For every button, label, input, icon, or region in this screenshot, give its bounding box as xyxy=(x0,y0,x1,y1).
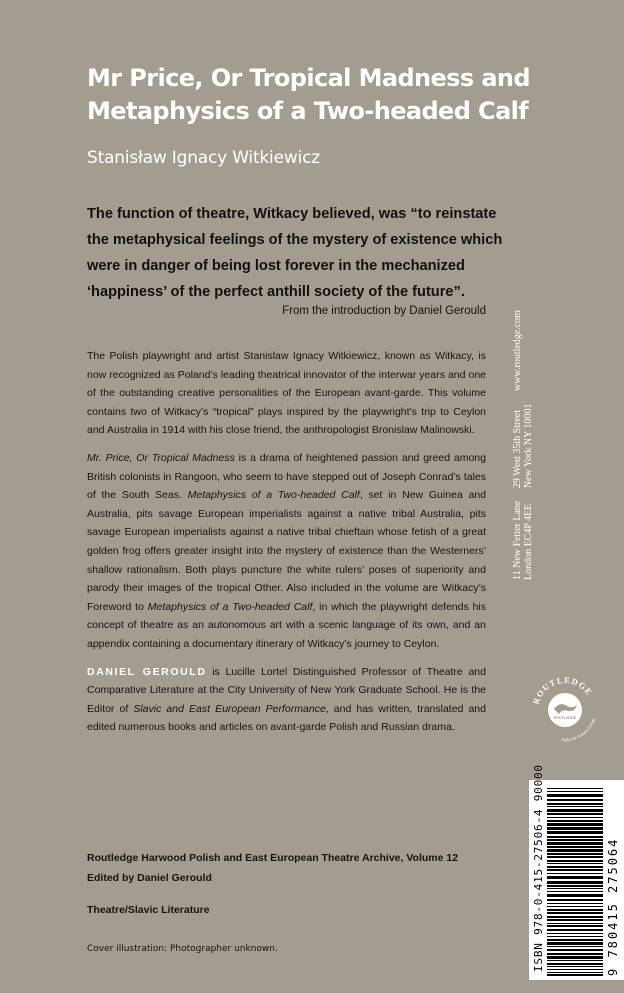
quote-attribution: From the introduction by Daniel Gerould xyxy=(282,305,486,317)
blurb-text: , in which the playwright defends his concept of theatre as an autonomous art with a scenic language of its own, and an appendix containing a documentary itinerary of Witkacy’s journey to Ceylon. xyxy=(87,600,486,650)
barcode-bar xyxy=(547,846,603,848)
barcode-bar xyxy=(547,929,603,931)
barcode-bar xyxy=(547,885,603,887)
barcode-bar xyxy=(547,869,603,871)
barcode-bar xyxy=(547,791,603,792)
barcode-bar xyxy=(547,956,603,959)
barcode-bar xyxy=(547,923,603,924)
bio-text: , and has written, translated and edited numerous books and articles on avant-garde Polish and Russian drama. xyxy=(87,702,486,734)
blurb-text: , set in New Guinea and Australia, pits savage European imperialists against a native tribal Australia, pits savage European imperialists against a native tribal chieftain whose fetish of a great golden frog offers greater insight into the mystery of existence than the Westerners’ shallow rationalism. Both plays puncture the white rulers’ poses of superiority and parody their images of the tropical Other. Also included in the volume are Witkacy’s Foreword to xyxy=(87,489,487,613)
barcode-bar xyxy=(547,972,603,973)
logo-sub-textpath: Taylor & Francis Group xyxy=(560,717,596,743)
ean-number: 9 780415 275064 xyxy=(606,837,620,976)
address-line: 29 West 35th Street xyxy=(512,410,523,489)
barcode-bar xyxy=(547,842,603,845)
barcode-bar xyxy=(547,817,603,818)
barcode-bar xyxy=(547,881,603,884)
barcode-bar xyxy=(547,953,603,955)
barcode-bar xyxy=(547,936,603,937)
barcode-bar xyxy=(547,969,603,970)
barcode-bar xyxy=(547,849,603,852)
barcode-bar xyxy=(547,876,603,879)
barcode-bar xyxy=(547,799,603,801)
subject-category: Theatre/Slavic Literature xyxy=(87,904,210,916)
barcode-bar xyxy=(547,899,603,901)
series-info xyxy=(87,848,458,888)
barcode-bar xyxy=(547,853,603,855)
publisher-address xyxy=(512,310,592,580)
editor-name: DANIEL GEROULD xyxy=(87,665,207,678)
bio-text: is Lucille Lortel Distinguished Professor of Theatre and Comparative Literature at the City University of New York Graduate School. He is the Editor of xyxy=(87,665,486,715)
barcode-bar xyxy=(547,809,603,812)
barcode-bar xyxy=(547,813,603,815)
title-line-2: Metaphysics of a Two-headed Calf xyxy=(87,97,529,125)
italic-title: Mr. Price, Or Tropical Madness xyxy=(87,451,235,464)
address-london xyxy=(512,501,534,580)
logo-center-text: ROUTLEDGE xyxy=(553,716,577,720)
barcode-bar xyxy=(547,906,603,907)
editor-bio xyxy=(87,663,486,737)
blurb-text: is a drama of heightened passion and greed among British colonists in Rangoon, who seem to have stepped out of Joseph Conrad’s tales of the South Seas. xyxy=(87,451,486,502)
barcode-bar xyxy=(547,963,603,965)
address-line: New York NY 10001 xyxy=(523,403,534,489)
address-newyork xyxy=(512,404,534,489)
barcode-bar xyxy=(547,916,603,918)
barcode-bar xyxy=(547,823,603,826)
address-line: London EC4P 4EE xyxy=(523,503,534,580)
barcode-bar xyxy=(547,946,603,947)
blurb-paragraph-1: The Polish playwright and artist Stanislaw Ignacy Witkiewicz, known as Witkacy, is now recognized as Poland’s leading theatrical innovator of the interwar years and one of the outstanding creative personalities of the European avant-garde. This volume contains two of Witkacy’s “tropical” plays inspired by the playwright’s trip to Ceylon and Australia in 1914 with his close friend, the anthropologist Bronislaw Malinowski. xyxy=(87,350,486,437)
barcode-bar xyxy=(547,866,603,868)
logo-ring-textpath: ROUTLEDGE xyxy=(530,675,595,706)
barcode-bar xyxy=(547,949,603,951)
barcode-bar xyxy=(547,939,603,941)
barcode-bar xyxy=(547,820,603,822)
barcode-bar xyxy=(547,960,603,961)
barcode-bar xyxy=(547,925,603,927)
barcode-bar xyxy=(547,933,603,934)
series-line-1: Routledge Harwood Polish and East European Theatre Archive, Volume 12 xyxy=(87,852,459,864)
isbn-addon: 90000 xyxy=(532,764,545,802)
barcode-bar xyxy=(547,919,603,921)
barcode-bar xyxy=(547,912,603,914)
barcode-bar xyxy=(547,827,603,830)
cover-credit: Cover illustration: Photographer unknown. xyxy=(87,944,278,954)
blurb xyxy=(87,347,486,746)
barcode xyxy=(529,764,624,980)
barcode-bar xyxy=(547,966,603,967)
website-url: www.routledge.com xyxy=(512,310,523,392)
barcode-bar xyxy=(547,803,603,805)
barcode-bar xyxy=(547,903,603,904)
address-line: 11 New Fetter Lane xyxy=(512,500,523,580)
barcode-bar xyxy=(547,863,603,864)
barcode-bar xyxy=(547,794,603,797)
title-line-1: Mr Price, Or Tropical Madness and xyxy=(87,64,530,92)
barcode-bar xyxy=(547,974,603,976)
isbn-number: ISBN 978-0-415-27506-4 xyxy=(532,808,545,972)
series-line-2: Edited by Daniel Gerould xyxy=(87,872,212,884)
barcode-bar xyxy=(547,891,603,892)
italic-title: Metaphysics of a Two-headed Calf xyxy=(187,489,360,502)
barcode-bar xyxy=(547,888,603,889)
italic-title: Slavic and East European Performance xyxy=(133,702,326,715)
barcode-bar xyxy=(547,860,603,862)
barcode-bar xyxy=(547,806,603,807)
italic-title: Metaphysics of a Two-headed Calf xyxy=(147,600,313,613)
barcode-bar xyxy=(547,909,603,911)
barcode-bar xyxy=(547,788,603,789)
author-name: Stanisław Ignacy Witkiewicz xyxy=(87,148,320,168)
barcode-bar xyxy=(547,836,603,838)
barcode-bar xyxy=(547,856,603,858)
barcode-bar xyxy=(547,942,603,945)
barcode-bars xyxy=(547,784,603,976)
blurb-paragraph-2 xyxy=(87,449,486,654)
isbn-label xyxy=(532,764,545,972)
barcode-bar xyxy=(547,873,603,874)
barcode-bar xyxy=(547,831,603,834)
barcode-rotated xyxy=(529,764,624,980)
address-web xyxy=(512,310,523,391)
barcode-bar xyxy=(547,839,603,841)
pull-quote: The function of theatre, Witkacy believed, was “to reinstate the metaphysical feelings of the mystery of existence which were in danger of being lost forever in the mechanized ‘happiness’ of the perfect anthill society of the future”. xyxy=(87,206,503,300)
routledge-logo xyxy=(530,675,600,745)
barcode-bar xyxy=(547,894,603,897)
book-title xyxy=(87,62,557,128)
